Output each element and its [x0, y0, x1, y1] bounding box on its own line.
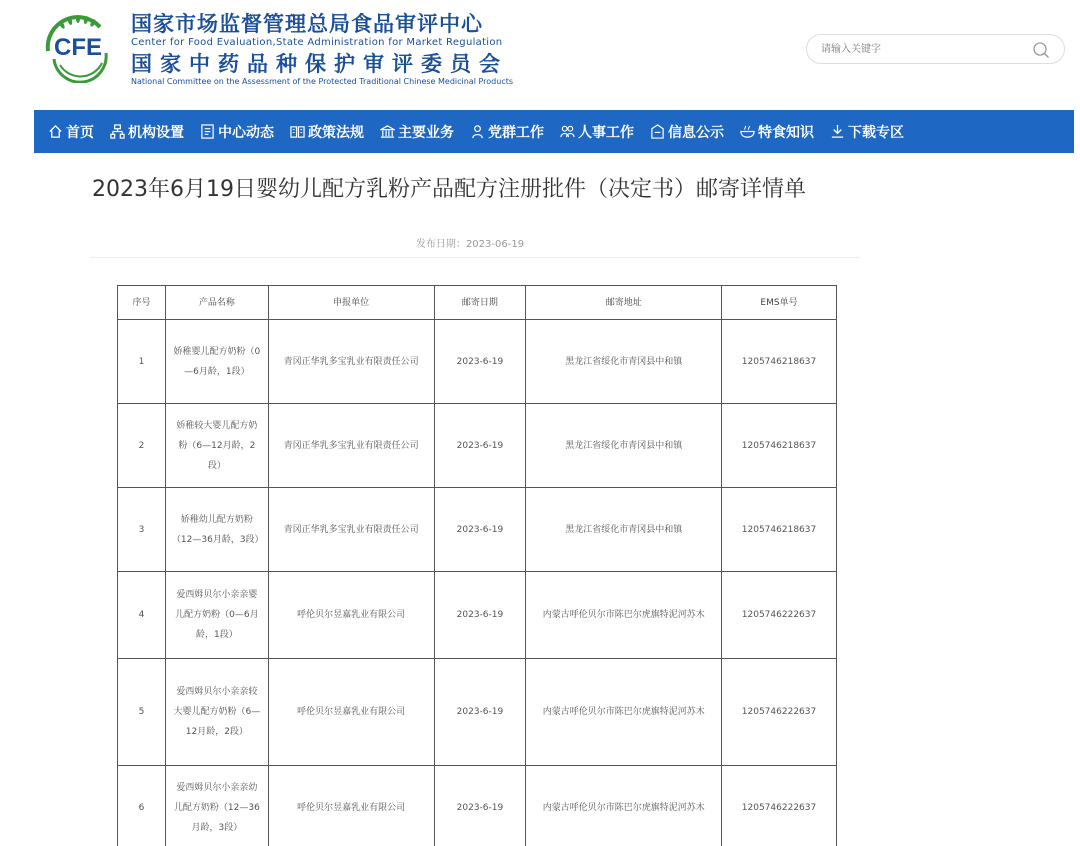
cell-date: 2023-6-19 — [434, 766, 526, 846]
cell-ems: 1205746218637 — [722, 320, 837, 404]
cell-ems: 1205746218637 — [722, 488, 837, 572]
cell-product: 娇稚较大婴儿配方奶粉（6—12月龄，2段） — [165, 404, 268, 488]
col-header-date: 邮寄日期 — [434, 286, 526, 320]
site-subtitle-en: National Committee on the Assessment of the Protected Traditional Chinese Medicinal Products — [131, 77, 514, 86]
cell-address: 黑龙江省绥化市青冈县中和镇 — [526, 320, 722, 404]
download-icon — [830, 124, 845, 139]
publish-info — [0, 235, 940, 250]
notice-icon — [650, 124, 665, 139]
bowl-icon — [740, 124, 755, 139]
nav-item-business[interactable] — [372, 110, 462, 153]
org-chart-icon — [110, 124, 125, 139]
search-icon[interactable] — [1032, 41, 1050, 59]
bank-icon — [380, 124, 395, 139]
table-row — [118, 572, 837, 659]
cell-product: 爱西姆贝尔小亲亲幼儿配方奶粉（12—36月龄，3段） — [165, 766, 268, 846]
table-row — [118, 766, 837, 846]
home-icon — [48, 124, 63, 139]
nav-item-personnel[interactable] — [552, 110, 642, 153]
cell-address: 黑龙江省绥化市青冈县中和镇 — [526, 488, 722, 572]
cell-date: 2023-6-19 — [434, 320, 526, 404]
col-header-address: 邮寄地址 — [526, 286, 722, 320]
cell-address: 内蒙古呼伦贝尔市陈巴尔虎旗特泥河苏木 — [526, 766, 722, 846]
cell-ems: 1205746222637 — [722, 659, 837, 766]
nav-label: 人事工作 — [578, 124, 634, 141]
table-row — [118, 404, 837, 488]
search-box — [806, 34, 1065, 64]
nav-item-home[interactable] — [34, 110, 102, 153]
cell-unit: 青冈正华乳多宝乳业有限责任公司 — [268, 404, 434, 488]
col-header-ems: EMS单号 — [722, 286, 837, 320]
cell-product: 爱西姆贝尔小亲亲婴儿配方奶粉（0—6月龄，1段） — [165, 572, 268, 659]
cell-date: 2023-6-19 — [434, 659, 526, 766]
nav-label: 中心动态 — [218, 124, 274, 141]
table-row — [118, 488, 837, 572]
site-subtitle-cn: 国家中药品种保护审评委员会 — [131, 52, 508, 76]
cell-no: 4 — [118, 572, 166, 659]
book-icon — [290, 124, 305, 139]
publish-label: 发布日期： — [415, 239, 466, 250]
nav-label: 首页 — [66, 124, 94, 141]
cell-address: 内蒙古呼伦贝尔市陈巴尔虎旗特泥河苏木 — [526, 659, 722, 766]
nav-item-policy[interactable] — [282, 110, 372, 153]
site-title-cn: 国家市场监督管理总局食品审评中心 — [131, 12, 483, 36]
mailing-table — [117, 285, 837, 846]
people-icon — [560, 124, 575, 139]
cell-date: 2023-6-19 — [434, 404, 526, 488]
cell-unit: 呼伦贝尔昱嘉乳业有限公司 — [268, 572, 434, 659]
nav-label: 主要业务 — [398, 124, 454, 141]
table-row — [118, 659, 837, 766]
cell-no: 6 — [118, 766, 166, 846]
cell-product: 娇稚幼儿配方奶粉（12—36月龄，3段） — [165, 488, 268, 572]
cell-ems: 1205746222637 — [722, 766, 837, 846]
site-title-en: Center for Food Evaluation,State Administration for Market Regulation — [131, 37, 503, 48]
site-header — [0, 0, 1080, 108]
nav-label: 下载专区 — [848, 124, 904, 141]
cell-unit: 青冈正华乳多宝乳业有限责任公司 — [268, 488, 434, 572]
cell-unit: 呼伦贝尔昱嘉乳业有限公司 — [268, 659, 434, 766]
cell-address: 内蒙古呼伦贝尔市陈巴尔虎旗特泥河苏木 — [526, 572, 722, 659]
table-row — [118, 320, 837, 404]
col-header-no: 序号 — [118, 286, 166, 320]
nav-item-news[interactable] — [192, 110, 282, 153]
cell-no: 2 — [118, 404, 166, 488]
cell-product: 爱西姆贝尔小亲亲较大婴儿配方奶粉（6—12月龄，2段） — [165, 659, 268, 766]
divider — [90, 257, 860, 258]
cell-date: 2023-6-19 — [434, 572, 526, 659]
cell-unit: 呼伦贝尔昱嘉乳业有限公司 — [268, 766, 434, 846]
cell-no: 1 — [118, 320, 166, 404]
cell-no: 3 — [118, 488, 166, 572]
table-header-row — [118, 286, 837, 320]
site-titles — [131, 12, 513, 87]
nav-item-food-knowledge[interactable] — [732, 110, 822, 153]
cell-date: 2023-6-19 — [434, 488, 526, 572]
nav-label: 政策法规 — [308, 124, 364, 141]
nav-item-download[interactable] — [822, 110, 912, 153]
nav-label: 特食知识 — [758, 124, 814, 141]
cell-no: 5 — [118, 659, 166, 766]
nav-label: 机构设置 — [128, 124, 184, 141]
cell-unit: 青冈正华乳多宝乳业有限责任公司 — [268, 320, 434, 404]
cell-product: 娇稚婴儿配方奶粉（0—6月龄，1段） — [165, 320, 268, 404]
article-title: 2023年6月19日婴幼儿配方乳粉产品配方注册批件（决定书）邮寄详情单 — [92, 177, 806, 202]
cfe-logo[interactable] — [40, 13, 116, 83]
nav-item-notice[interactable] — [642, 110, 732, 153]
main-nav — [34, 110, 1074, 153]
nav-item-org[interactable] — [102, 110, 192, 153]
col-header-unit: 申报单位 — [268, 286, 434, 320]
nav-label: 党群工作 — [488, 124, 544, 141]
cfe-logo-icon — [40, 13, 116, 83]
person-icon — [470, 124, 485, 139]
cell-address: 黑龙江省绥化市青冈县中和镇 — [526, 404, 722, 488]
news-icon — [200, 124, 215, 139]
publish-date: 2023-06-19 — [465, 239, 525, 250]
svg-text:CFE: CFE — [54, 34, 102, 61]
nav-label: 信息公示 — [668, 124, 724, 141]
cell-ems: 1205746222637 — [722, 572, 837, 659]
cell-ems: 1205746218637 — [722, 404, 837, 488]
search-input[interactable] — [821, 40, 1021, 58]
nav-item-party[interactable] — [462, 110, 552, 153]
col-header-product: 产品名称 — [165, 286, 268, 320]
